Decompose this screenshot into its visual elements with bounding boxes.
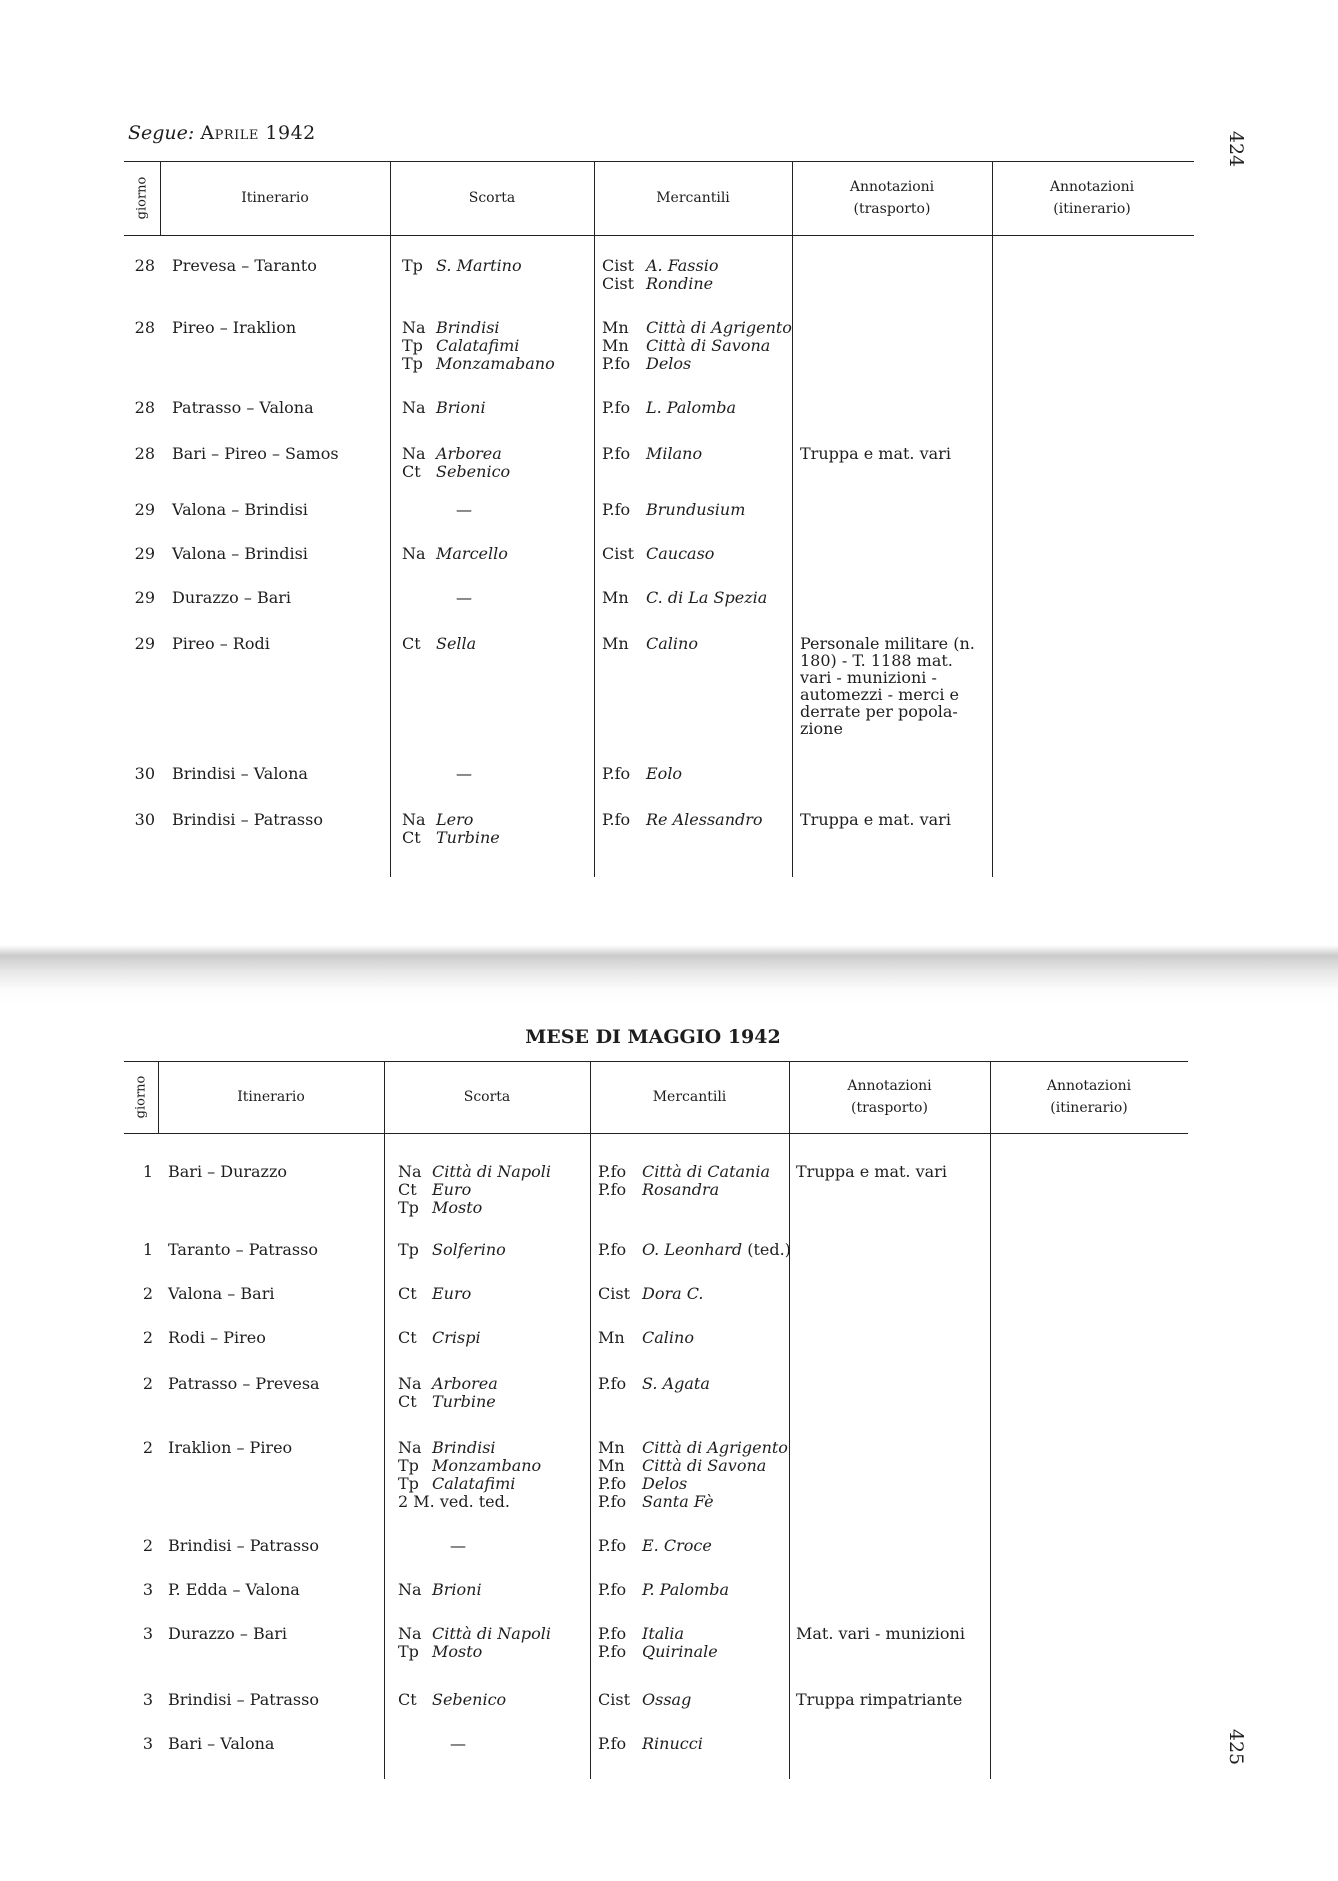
itinerario-cell: Pireo – Iraklion xyxy=(172,318,297,337)
mercantili-type: P.fo xyxy=(602,398,631,417)
header-scorta: Scorta xyxy=(463,1089,511,1105)
mercantili-name: Calino xyxy=(646,634,698,653)
header-itinerario: Itinerario xyxy=(237,1089,305,1105)
mercantili-name: O. Leonhard (ted.) xyxy=(642,1240,791,1259)
giorno-cell: 30 xyxy=(134,810,155,829)
page-number-bottom: 425 xyxy=(1225,1728,1248,1766)
giorno-cell: 28 xyxy=(134,318,155,337)
header-annotazioni-itinerario: Annotazioni (itinerario) xyxy=(1049,179,1135,217)
annotazioni-cell: Truppa rimpatriante xyxy=(796,1690,963,1709)
page-fold-shadow xyxy=(0,945,1338,1005)
scorta-name: Solferino xyxy=(432,1240,506,1259)
scorta-name: Lero Turbine xyxy=(436,810,500,847)
scorta-type: Na Ct xyxy=(402,810,426,847)
mercantili-type: Cist xyxy=(598,1690,630,1709)
header-giorno: giorno xyxy=(133,1075,149,1119)
scorta-dash: — xyxy=(450,1734,466,1753)
itinerario-cell: Durazzo – Bari xyxy=(168,1624,288,1643)
annotazioni-cell: Personale militare (n. 180) - T. 1188 mat. vari - munizioni - automezzi - merci e derrate per popola- zione xyxy=(800,634,975,738)
giorno-cell: 29 xyxy=(134,588,155,607)
mercantili-type: P.fo xyxy=(602,764,631,783)
running-header xyxy=(128,122,316,144)
scorta-type: Na xyxy=(402,398,426,417)
scorta-type: Na Tp Tp xyxy=(402,318,426,373)
giorno-cell: 2 xyxy=(142,1374,153,1393)
mercantili-type: P.fo xyxy=(598,1374,627,1393)
scorta-dash: — xyxy=(456,500,472,519)
header-annotazioni-itinerario: Annotazioni (itinerario) xyxy=(1046,1078,1132,1116)
mercantili-name: Caucaso xyxy=(646,544,715,563)
mercantili-name: Città di Agrigento Città di Savona Delos xyxy=(646,318,792,373)
mercantili-name: Brundusium xyxy=(646,500,746,519)
mercantili-name: Calino xyxy=(642,1328,694,1347)
scorta-name: Città di Napoli Euro Mosto xyxy=(432,1162,551,1217)
scorta-name: Arborea Sebenico xyxy=(436,444,511,481)
itinerario-cell: Iraklion – Pireo xyxy=(168,1438,293,1457)
giorno-cell: 3 xyxy=(142,1734,153,1753)
scorta-name: Brioni xyxy=(432,1580,482,1599)
scorta-type: Ct xyxy=(398,1328,417,1347)
scorta-type: Ct xyxy=(398,1284,417,1303)
mercantili-type: Mn xyxy=(602,634,629,653)
april-table xyxy=(124,161,1194,877)
scorta-type: Na Ct xyxy=(398,1374,422,1411)
header-annotazioni-trasporto: Annotazioni (trasporto) xyxy=(849,179,935,217)
mercantili-type: P.fo xyxy=(602,500,631,519)
giorno-cell: 3 xyxy=(142,1690,153,1709)
mercantili-type: P.fo xyxy=(602,810,631,829)
mercantili-name: Città di Agrigento Città di Savona Delos Santa Fè xyxy=(642,1438,788,1511)
scorta-type: Na Tp Tp 2 M. ved. ted. xyxy=(398,1438,510,1511)
itinerario-cell: Patrasso – Prevesa xyxy=(168,1374,320,1393)
giorno-cell: 30 xyxy=(134,764,155,783)
mercantili-type: Cist Cist xyxy=(602,256,634,293)
scorta-dash: — xyxy=(456,764,472,783)
mercantili-name: C. di La Spezia xyxy=(646,588,768,607)
mercantili-name: A. Fassio Rondine xyxy=(646,256,719,293)
scorta-dash: — xyxy=(450,1536,466,1555)
itinerario-cell: Brindisi – Valona xyxy=(172,764,308,783)
giorno-cell: 3 xyxy=(142,1580,153,1599)
mercantili-name: P. Palomba xyxy=(642,1580,729,1599)
mercantili-type: P.fo xyxy=(598,1536,627,1555)
giorno-cell: 2 xyxy=(142,1536,153,1555)
scorta-name: Sella xyxy=(436,634,477,653)
scorta-name: Crispi xyxy=(432,1328,481,1347)
giorno-cell: 29 xyxy=(134,634,155,653)
header-annotazioni-trasporto: Annotazioni (trasporto) xyxy=(847,1078,932,1116)
header-scorta: Scorta xyxy=(468,190,516,206)
mercantili-type: Mn xyxy=(598,1328,625,1347)
mercantili-type: Cist xyxy=(598,1284,630,1303)
annotazioni-cell: Truppa e mat. vari xyxy=(800,810,951,829)
scorta-name: Brindisi Calatafimi Monzamabano xyxy=(436,318,555,373)
itinerario-cell: Taranto – Patrasso xyxy=(168,1240,318,1259)
scorta-type: Tp xyxy=(402,256,423,275)
itinerario-cell: P. Edda – Valona xyxy=(168,1580,300,1599)
mercantili-name: Italia Quirinale xyxy=(642,1624,718,1661)
mercantili-type: Mn xyxy=(602,588,629,607)
mercantili-name: E. Croce xyxy=(642,1536,712,1555)
scorta-type: Tp xyxy=(398,1240,419,1259)
itinerario-cell: Valona – Brindisi xyxy=(172,500,308,519)
itinerario-cell: Brindisi – Patrasso xyxy=(168,1690,319,1709)
scorta-type: Na xyxy=(402,544,426,563)
mercantili-type: P.fo P.fo xyxy=(598,1624,627,1661)
mercantili-type: P.fo P.fo xyxy=(598,1162,627,1199)
mercantili-type: P.fo xyxy=(598,1734,627,1753)
mercantili-type: P.fo xyxy=(598,1580,627,1599)
mercantili-type: Mn Mn P.fo P.fo xyxy=(598,1438,627,1511)
giorno-cell: 1 xyxy=(142,1162,153,1181)
itinerario-cell: Bari – Durazzo xyxy=(168,1162,288,1181)
itinerario-cell: Rodi – Pireo xyxy=(168,1328,266,1347)
header-giorno: giorno xyxy=(134,176,150,220)
mercantili-type: Cist xyxy=(602,544,634,563)
may-table xyxy=(124,1061,1188,1779)
giorno-cell: 29 xyxy=(134,500,155,519)
scorta-type: Ct xyxy=(398,1690,417,1709)
itinerario-cell: Valona – Brindisi xyxy=(172,544,308,563)
annotazioni-cell: Truppa e mat. vari xyxy=(796,1162,947,1181)
itinerario-cell: Brindisi – Patrasso xyxy=(172,810,323,829)
month-title: MESE DI MAGGIO 1942 xyxy=(525,1026,781,1048)
page-number-top: 424 xyxy=(1225,130,1248,168)
mercantili-type: P.fo xyxy=(602,444,631,463)
mercantili-type: P.fo xyxy=(598,1240,627,1259)
header-itinerario: Itinerario xyxy=(241,190,309,206)
segue-label: Segue: xyxy=(128,122,195,144)
mercantili-note: (ted.) xyxy=(742,1240,791,1259)
giorno-cell: 28 xyxy=(134,256,155,275)
scorta-type: Na xyxy=(398,1580,422,1599)
itinerario-cell: Prevesa – Taranto xyxy=(172,256,317,275)
itinerario-cell: Durazzo – Bari xyxy=(172,588,292,607)
mercantili-name: L. Palomba xyxy=(646,398,737,417)
header-mercantili: Mercantili xyxy=(656,190,730,206)
scorta-name: Brioni xyxy=(436,398,486,417)
scorta-type: Ct xyxy=(402,634,421,653)
scorta-name: Sebenico xyxy=(432,1690,507,1709)
scorta-name: Marcello xyxy=(436,544,508,563)
scorta-name: S. Martino xyxy=(436,256,522,275)
scorta-name: Città di Napoli Mosto xyxy=(432,1624,551,1661)
mercantili-name: Milano xyxy=(646,444,703,463)
scorta-type: Na Ct xyxy=(402,444,426,481)
scorta-type: Na Tp xyxy=(398,1624,422,1661)
mercantili-name: Dora C. xyxy=(642,1284,704,1303)
segue-month: Aprile 1942 xyxy=(200,122,316,144)
mercantili-name: S. Agata xyxy=(642,1374,710,1393)
scorta-name: Brindisi Monzambano Calatafimi xyxy=(432,1438,542,1493)
itinerario-cell: Patrasso – Valona xyxy=(172,398,314,417)
annotazioni-cell: Truppa e mat. vari xyxy=(800,444,951,463)
annotazioni-cell: Mat. vari - munizioni xyxy=(796,1624,965,1643)
scorta-name: Arborea Turbine xyxy=(432,1374,498,1411)
giorno-cell: 28 xyxy=(134,398,155,417)
itinerario-cell: Brindisi – Patrasso xyxy=(168,1536,319,1555)
itinerario-cell: Pireo – Rodi xyxy=(172,634,270,653)
giorno-cell: 29 xyxy=(134,544,155,563)
scorta-dash: — xyxy=(456,588,472,607)
mercantili-name: Città di Catania Rosandra xyxy=(642,1162,770,1199)
mercantili-type: Mn Mn P.fo xyxy=(602,318,631,373)
mercantili-name: Rinucci xyxy=(642,1734,703,1753)
giorno-cell: 2 xyxy=(142,1284,153,1303)
itinerario-cell: Bari – Pireo – Samos xyxy=(172,444,339,463)
mercantili-name: Ossag xyxy=(642,1690,692,1709)
itinerario-cell: Valona – Bari xyxy=(168,1284,275,1303)
giorno-cell: 1 xyxy=(142,1240,153,1259)
scorta-type: Na Ct Tp xyxy=(398,1162,422,1217)
itinerario-cell: Bari – Valona xyxy=(168,1734,275,1753)
header-mercantili: Mercantili xyxy=(652,1089,727,1105)
giorno-cell: 28 xyxy=(134,444,155,463)
giorno-cell: 3 xyxy=(142,1624,153,1643)
giorno-cell: 2 xyxy=(142,1328,153,1347)
mercantili-name: Eolo xyxy=(646,764,683,783)
mercantili-name: Re Alessandro xyxy=(646,810,763,829)
giorno-cell: 2 xyxy=(142,1438,153,1457)
scorta-name: Euro xyxy=(432,1284,472,1303)
